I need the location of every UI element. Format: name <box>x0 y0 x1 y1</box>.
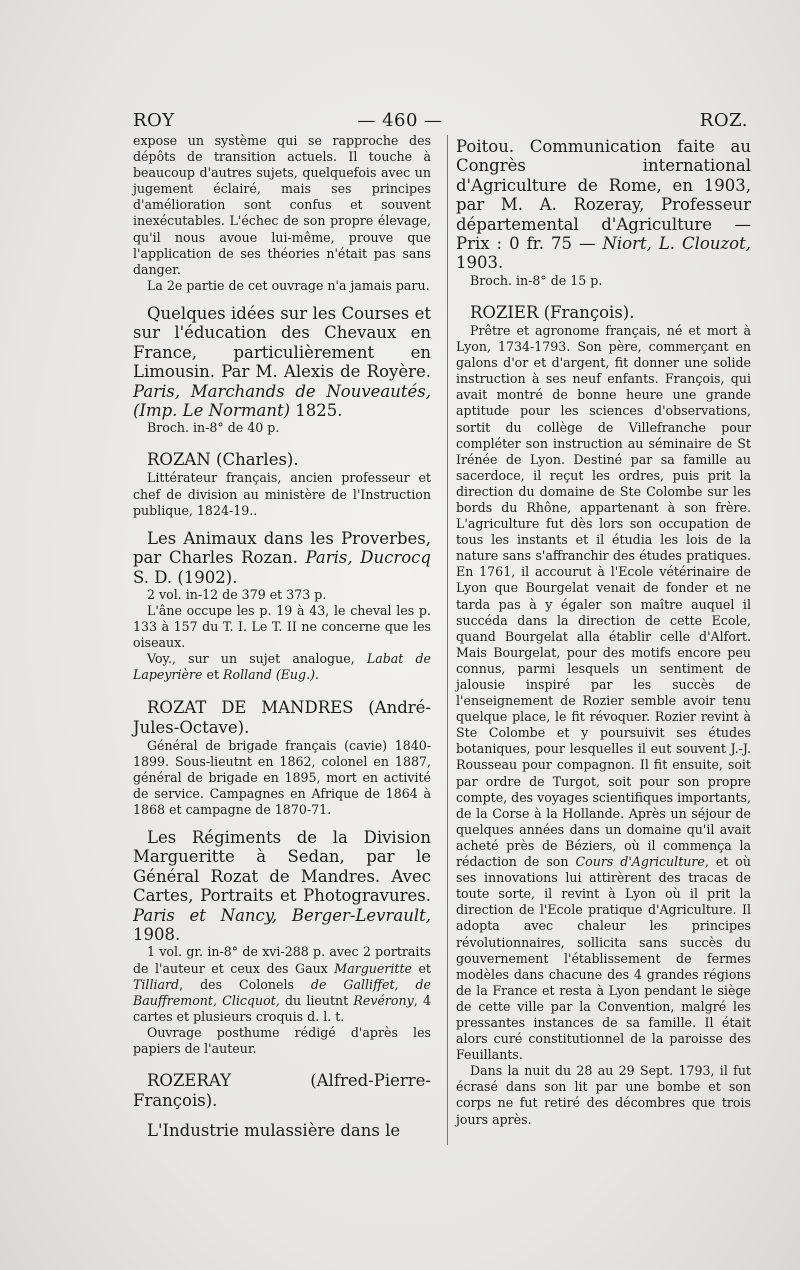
reference: Labat de Lapeyrière <box>133 651 431 683</box>
format-note: Broch. in-8° de 40 p. <box>147 420 280 436</box>
running-head-left: ROY <box>133 110 175 131</box>
year: 1825. <box>290 400 343 420</box>
publisher: Niort, L. Clouzot, <box>602 234 751 254</box>
book-title <box>133 828 431 944</box>
author-heading: ROZAT DE MANDRES (André-Jules-Octave). <box>133 697 431 737</box>
left-column <box>133 133 431 1141</box>
note-text: Voy., sur un sujet analogue, <box>147 651 367 667</box>
publisher: Paris, Ducrocq <box>305 548 431 568</box>
format-note: Broch. in-8° de 15 p. <box>470 272 603 288</box>
reference: Rolland (Eug.). <box>223 667 320 683</box>
reference: Tilliard <box>133 976 180 992</box>
note: L'âne occupe les p. 19 à 43, le cheval les p. 133 à 157 du T. I. Le T. II ne concerne que les oiseaux. <box>133 603 431 651</box>
publisher: Paris et Nancy, Berger-Levrault, <box>133 905 431 925</box>
format-note: 2 vol. in-12 de 379 et 373 p. <box>147 586 327 602</box>
book-title <box>133 529 431 587</box>
reference: Revérony <box>353 992 414 1008</box>
note-text: du lieutnt <box>279 992 354 1008</box>
biography: Général de brigade français (cavie) 1840-1899. Sous-lieutnt en 1862, colonel en 1887, général de brigade en 1895, mort en activité de service. Campagnes en Afrique de 1864 à 1868 et campagne de 1870-71. <box>133 737 431 817</box>
column-divider <box>447 135 448 1145</box>
title-text: Les Animaux dans les Proverbes, par Charles Rozan. <box>133 528 431 568</box>
biography: Dans la nuit du 28 au 29 Sept. 1793, il fut écrasé dans son lit par une bombe et son corps ne fut retiré des décombres que trois jours après. <box>456 1063 751 1127</box>
paragraph: La 2e partie de cet ouvrage n'a jamais paru. <box>147 277 430 293</box>
title-text: Quelques idées sur les Courses et sur l'éducation des Chevaux en France, particulièrement en Limousin. Par M. Alexis de Royère. <box>133 303 431 382</box>
title-text: Les Régiments de la Division Margueritte à Sedan, par le Général Rozat de Mandres. Avec Cartes, Portraits et Photogravures. <box>133 828 431 906</box>
publisher: Paris, Marchands de Nouveautés, (Imp. Le Normant) <box>133 381 431 420</box>
note: Ouvrage posthume rédigé d'après les papiers de l'auteur. <box>133 1024 431 1056</box>
biography: Littérateur français, ancien professeur et chef de division au ministère de l'Instruction publique, 1824-19.. <box>133 470 431 518</box>
reference: Margueritte <box>334 960 412 976</box>
year: 1903. <box>456 253 504 273</box>
author-heading: ROZAN (Charles). <box>147 450 299 470</box>
author-heading: ROZIER (François). <box>470 302 635 322</box>
biography-text: , et où ses innovations lui attirèrent des tracas de toute sorte, il revint à Lyon où il prit la direction de l'Ecole pratique d'Agriculture. Il adopta avec chaleur les principes révolutionnaires, sollicita sans succès du gouvernement l'établissement de fermes modèles dans chacune des 4 grandes régions de la France et resta à Lyon pendant le siège de cette ville par la Convention, malgré les pressantes instances de sa famille. Il était alors curé constitutionnel de la paroisse des Feuillants. <box>456 854 752 1063</box>
year: 1908. <box>133 925 181 945</box>
reference: de Galliffet, de Bauffremont, Clicquot, <box>133 976 431 1008</box>
right-column <box>456 133 751 1128</box>
note-text: , 4 cartes et plusieurs croquis d. l. t. <box>133 992 431 1024</box>
book-title <box>133 304 431 420</box>
book-title: L'Industrie mulassière dans le <box>147 1121 401 1141</box>
year: S. D. (1902). <box>133 567 238 587</box>
work-title: Cours d'Agriculture <box>575 854 705 870</box>
note-text: , des Colonels <box>179 976 311 992</box>
page-number: — 460 — <box>357 110 443 131</box>
note <box>133 651 431 683</box>
note-text: et <box>202 667 224 683</box>
format-note <box>133 944 431 1024</box>
title-text: Poitou. Communication faite au Congrès international d'Agriculture de Rome, en 1903, par M. A. Rozeray, Professeur départemental d'Agriculture — Prix : 0 fr. 75 — <box>456 137 751 254</box>
biography-text: Prêtre et agronome français, né et mort à Lyon, 1734-1793. Son père, commerçant en galons d'or et d'argent, fit donner une solide instruction à ses neuf enfants. François, qui avait montré de bonne heure une grande aptitude pour les sciences d'observations, sortit du collège de Villefranche pour compléter son instruction au séminaire de St Irénée de Lyon. Destiné par sa famille au sacerdoce, il reçut les ordres, puis prit la direction du domaine de Ste Colombe sur les bords du Rhône, appartenant à son frère. L'agriculture fut dès lors son occupation de tous les instants et il étudia les lois de la nature sans s'affranchir des études pratiques. En 1761, il accourut à l'Ecole vétérinaire de Lyon que Bourgelat venait de fonder et ne tarda pas à y égaler son maître auquel il succéda dans la direction de cette Ecole, quand Bourgelat alla établir celle d'Alfort. Mais Bourgelat, pour des motifs encore peu connus, parmi lesquels un sentiment de jalousie inspiré par les succès de l'enseignement de Rozier semble avoir tenu quelque place, le fit révoquer. Rozier revint à Ste Colombe et y poursuivit ses études botaniques, pour lesquelles il eut souvent J.-J. Rousseau pour compagnon. Il fit ensuite, soit par ordre de Turgot, soit pour son propre compte, des voyages scientifiques importants, de la Corse à la Hollande. Après un séjour de quelques années dans un domaine qu'il avait acheté près de Béziers, où il commença la rédaction de son <box>456 322 751 870</box>
author-heading: ROZERAY (Alfred-Pierre-François). <box>133 1071 431 1111</box>
biography <box>456 323 751 1063</box>
running-head-right: ROZ. <box>699 110 748 131</box>
book-title-continued <box>456 137 751 273</box>
paragraph: expose un système qui se rapproche des dépôts de transition actuels. Il touche à beaucoup d'autres sujets, quelquefois avec un jugement éclairé, mais ses principes d'amélioration sont confus et souvent inexécutables. L'échec de son propre élevage, qu'il nous avoue lui-même, prouve que l'application de ses théories n'était pas sans danger. <box>133 133 431 277</box>
note-text: 1 vol. gr. in-8° de xvi-288 p. avec 2 portraits de l'auteur et ceux des Gaux <box>133 944 431 976</box>
note-text: et <box>411 960 431 976</box>
